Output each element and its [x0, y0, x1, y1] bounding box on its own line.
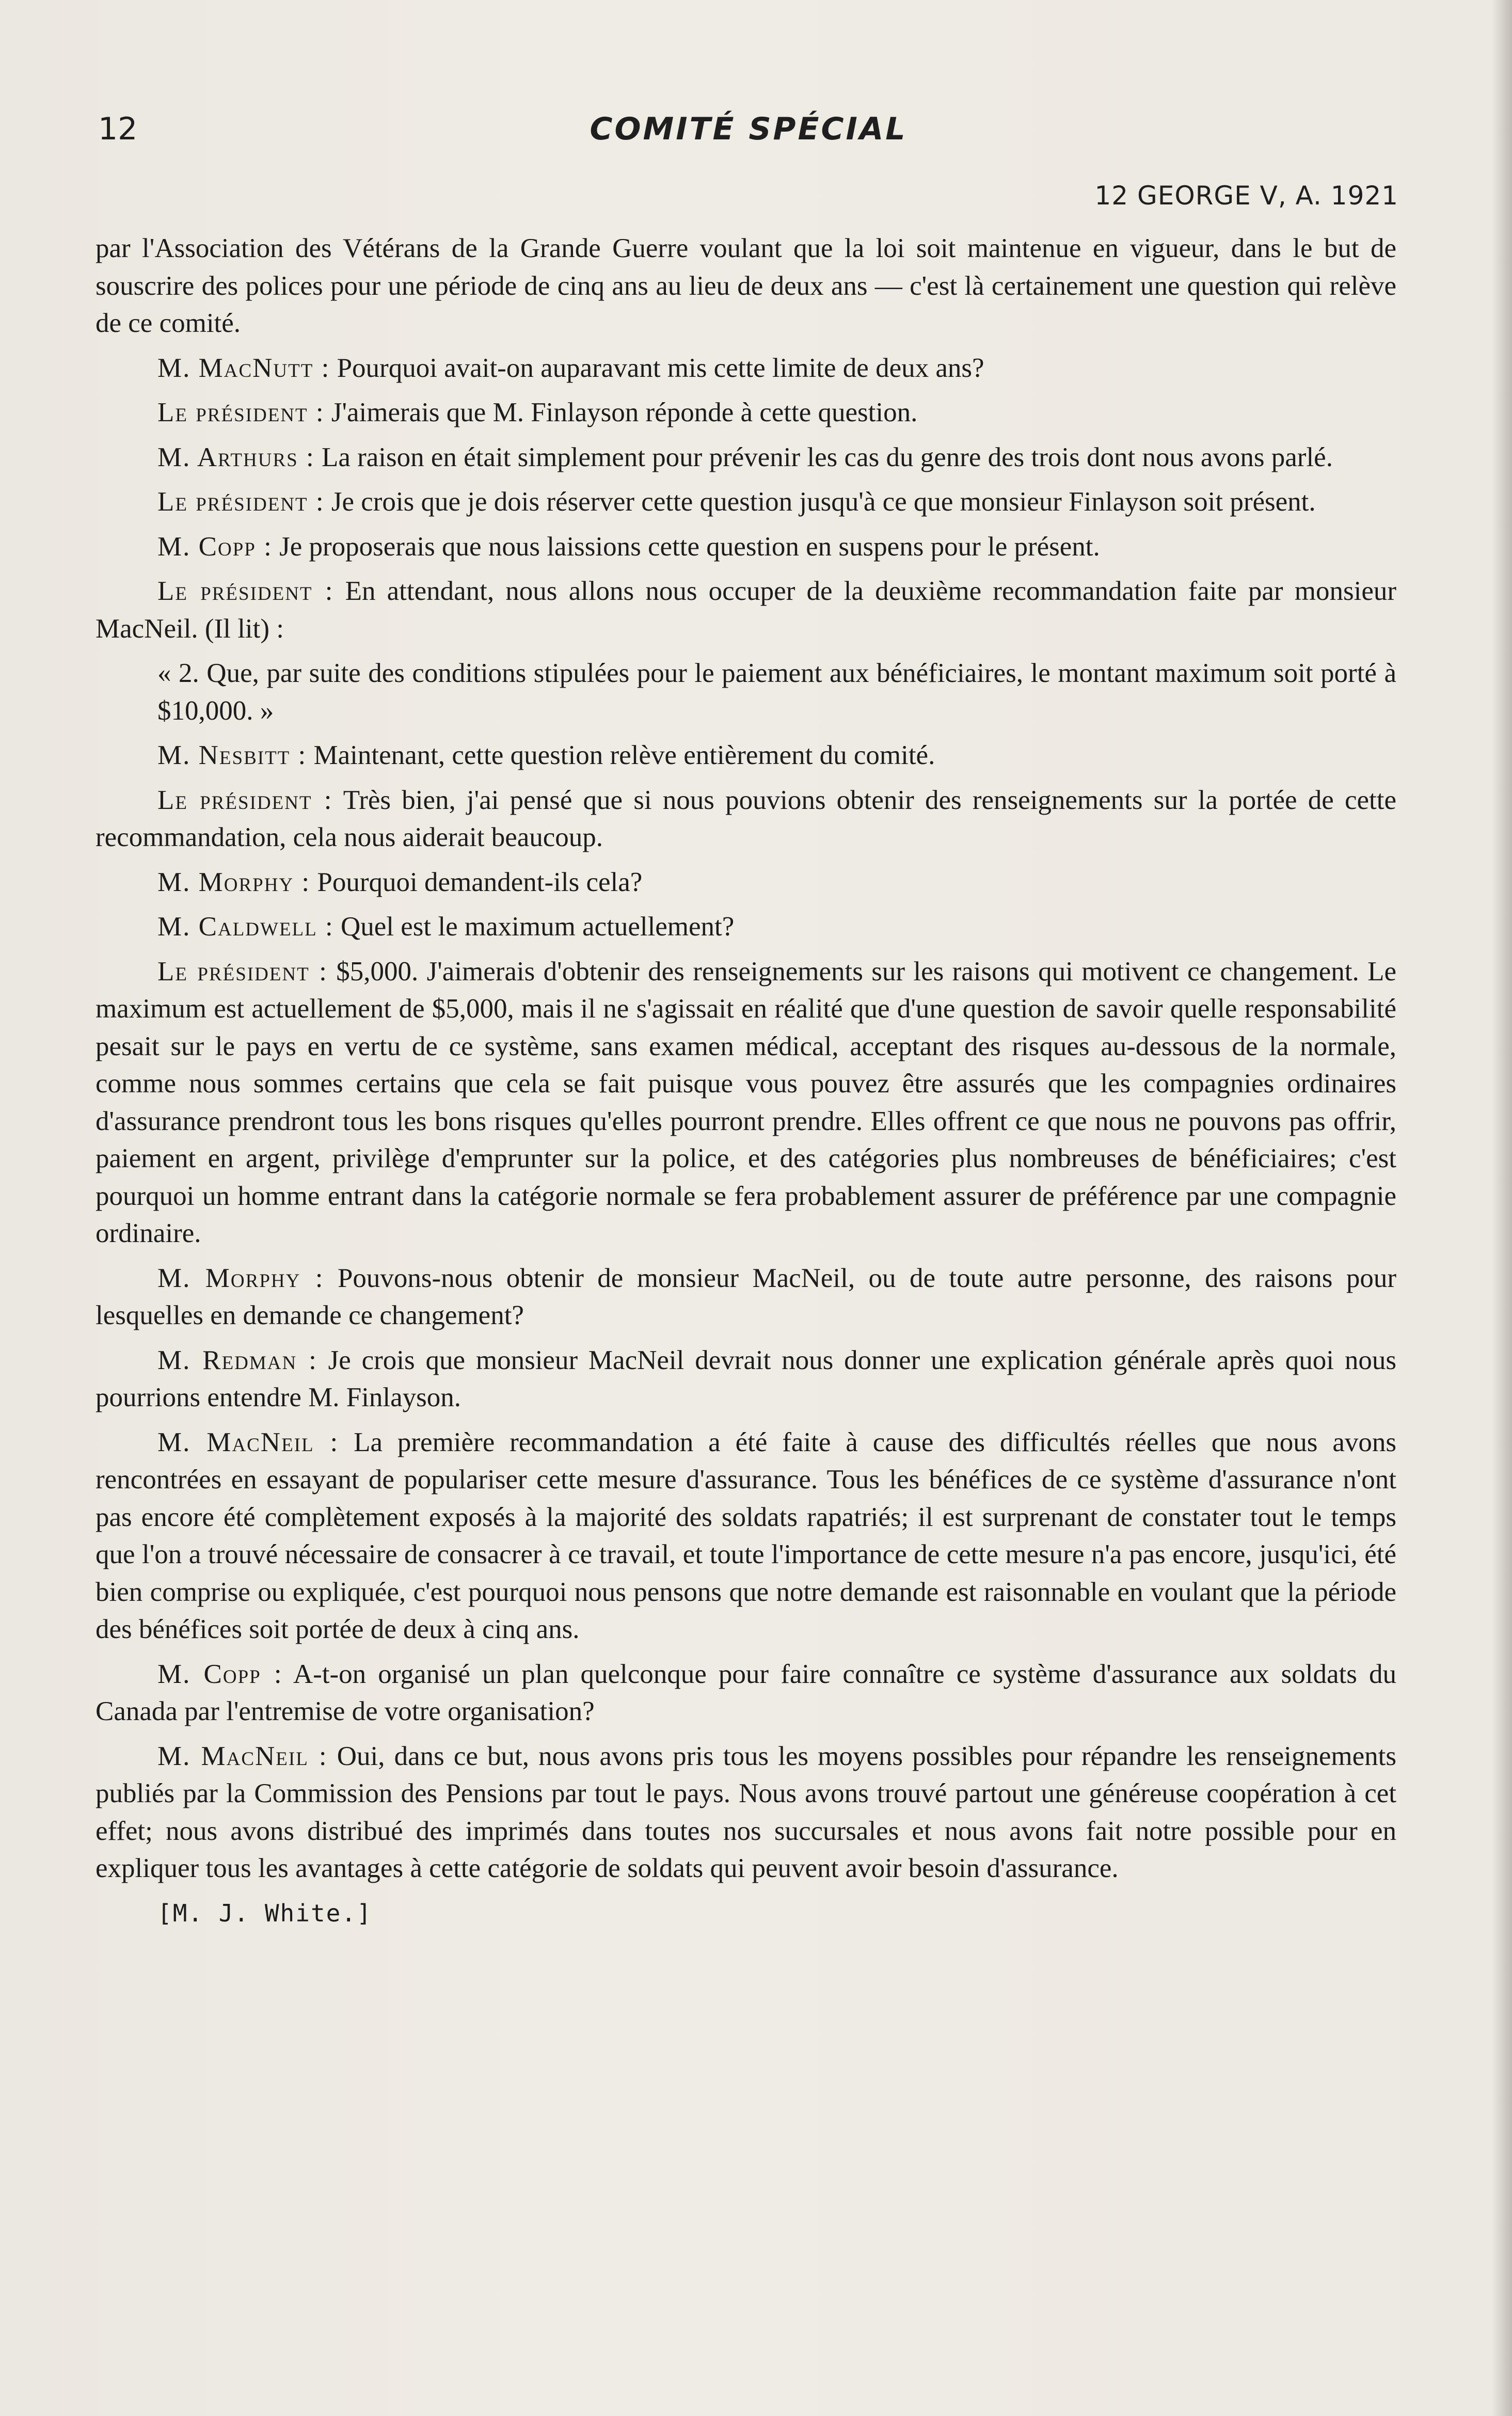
- reporter-reference: [M. J. White.]: [157, 1899, 372, 1927]
- paragraph: [96, 483, 1396, 521]
- paragraph-text: Pourquoi avait-on auparavant mis cette limite de deux ans?: [330, 353, 984, 383]
- speaker-name: M. MacNeil :: [157, 1427, 339, 1457]
- paragraph-text: Maintenant, cette question relève entièrement du comité.: [307, 740, 935, 770]
- paragraph: [96, 1260, 1396, 1334]
- speaker-name: M. MacNutt :: [157, 353, 330, 383]
- speaker-name: Le président :: [157, 785, 333, 815]
- paragraph-text: Je crois que monsieur MacNeil devrait nous donner une explication générale après quoi nous pourrions entendre M. Finlayson.: [96, 1345, 1396, 1412]
- quoted-recommendation: « 2. Que, par suite des conditions stipulées pour le paiement aux bénéficiaires, le montant maximum soit porté à $10,000. »: [157, 658, 1396, 726]
- speaker-name: M. Arthurs :: [157, 442, 315, 472]
- paragraph: [96, 394, 1396, 432]
- paragraph-text: A-t-on organisé un plan quelconque pour faire connaître ce système d'assurance aux soldats du Canada par l'entremise de votre organisation?: [96, 1659, 1397, 1726]
- paragraph: [96, 908, 1396, 946]
- document-body: [96, 230, 1396, 1932]
- speaker-name: Le président :: [157, 487, 325, 517]
- speaker-name: M. Redman :: [157, 1345, 317, 1375]
- paragraph: [96, 349, 1396, 387]
- page-number: 12: [98, 111, 138, 147]
- paragraph-text: $5,000. J'aimerais d'obtenir des renseignements sur les raisons qui motivent ce changement. Le maximum est actuellement de $5,000, mais il ne s'agissait en réalité que d'une question de savoir quelle responsabilité pesait sur le pays en vertu de ce système, sans examen médical, acceptant des risques au-dessous de la normale, comme nous sommes certains que cela se fait puisque vous pouvez être assurés que les compagnies ordinaires d'assurance prendront tous les bons risques qu'elles pourront prendre. Elles offrent ce que nous ne pouvons pas offrir, paiement en argent, privilège d'emprunter sur la police, et des catégories plus nombreuses de bénéficiaires; c'est pourquoi un homme entrant dans la catégorie normale se fera probablement assurer de préférence par une compagnie ordinaire.: [96, 956, 1396, 1248]
- speaker-name: M. Nesbitt :: [157, 740, 307, 770]
- speaker-name: M. Copp :: [157, 1659, 283, 1689]
- speaker-name: Le président :: [157, 576, 334, 606]
- paragraph-text: Très bien, j'ai pensé que si nous pouvions obtenir des renseignements sur la portée de cette recommandation, cela nous aiderait beaucoup.: [96, 785, 1396, 852]
- paragraph-text: Oui, dans ce but, nous avons pris tous les moyens possibles pour répandre les renseignements publiés par la Commission des Pensions par tout le pays. Nous avons trouvé partout une généreuse coopération à cet effet; nous avons distribué des imprimés dans toutes nos succursales et nous avons fait notre possible pour en expliquer tous les avantages à cette catégorie de soldats qui peuvent avoir besoin d'assurance.: [96, 1741, 1396, 1883]
- paragraph: [96, 573, 1396, 647]
- paragraph-text: par l'Association des Vétérans de la Grande Guerre voulant que la loi soit maintenue en vigueur, dans le but de souscrire des polices pour une période de cinq ans au lieu de deux ans — c'est là certainement une question qui relève de ce comité.: [96, 233, 1396, 338]
- page-edge-shadow: [1491, 0, 1512, 2416]
- paragraph-text: Pouvons-nous obtenir de monsieur MacNeil, ou de toute autre personne, des raisons pour lesquelles en demande ce changement?: [96, 1263, 1396, 1330]
- speaker-name: Le président :: [157, 956, 328, 987]
- paragraph: [96, 1656, 1396, 1730]
- paragraph: [96, 528, 1396, 566]
- paragraph: [96, 953, 1396, 1252]
- paragraph: [96, 1424, 1396, 1648]
- paragraph-text: La raison en était simplement pour prévenir les cas du genre des trois dont nous avons parlé.: [314, 442, 1333, 472]
- page-header: [98, 111, 1399, 157]
- speaker-name: M. Caldwell :: [157, 912, 334, 942]
- paragraph: [96, 1342, 1396, 1417]
- paragraph-text: J'aimerais que M. Finlayson réponde à cette question.: [324, 398, 918, 427]
- paragraph-text: Je proposerais que nous laissions cette question en suspens pour le présent.: [272, 531, 1100, 562]
- speaker-name: Le président :: [157, 398, 325, 427]
- paragraph-text: La première recommandation a été faite à cause des difficultés réelles que nous avons rencontrées en essayant de populariser cette mesure d'assurance. Tous les bénéfices de ce système d'assurance n'ont pas encore été complètement exposés à la majorité des soldats rapatriés; il est surprenant de constater tout le temps que l'on a trouvé nécessaire de consacrer à ce travail, et toute l'importance de cette mesure n'a pas encore, jusqu'ici, été bien comprise ou expliquée, c'est pourquoi nous pensons que notre demande est raisonnable en voulant que la période des bénéfices soit portée de deux à cinq ans.: [96, 1427, 1396, 1644]
- speaker-name: M. MacNeil :: [157, 1741, 328, 1771]
- paragraph: [96, 439, 1396, 476]
- paragraph: [96, 864, 1396, 901]
- paragraph-text: En attendant, nous allons nous occuper de la deuxième recommandation faite par monsieur MacNeil. (Il lit) :: [96, 576, 1396, 644]
- session-reference: 12 GEORGE V, A. 1921: [1094, 181, 1398, 211]
- speaker-name: M. Morphy :: [157, 867, 311, 897]
- paragraph-text: Pourquoi demandent-ils cela?: [310, 867, 643, 897]
- running-title: COMITÉ SPÉCIAL: [590, 111, 908, 147]
- paragraph: [96, 737, 1396, 774]
- paragraph: [96, 230, 1396, 342]
- speaker-name: M. Copp :: [157, 531, 273, 562]
- paragraph-text: Quel est le maximum actuellement?: [333, 912, 735, 942]
- speaker-name: M. Morphy :: [157, 1263, 324, 1293]
- paragraph-text: Je crois que je dois réserver cette question jusqu'à ce que monsieur Finlayson soit présent.: [324, 487, 1316, 517]
- paragraph: [96, 1738, 1396, 1887]
- paragraph: [96, 782, 1396, 856]
